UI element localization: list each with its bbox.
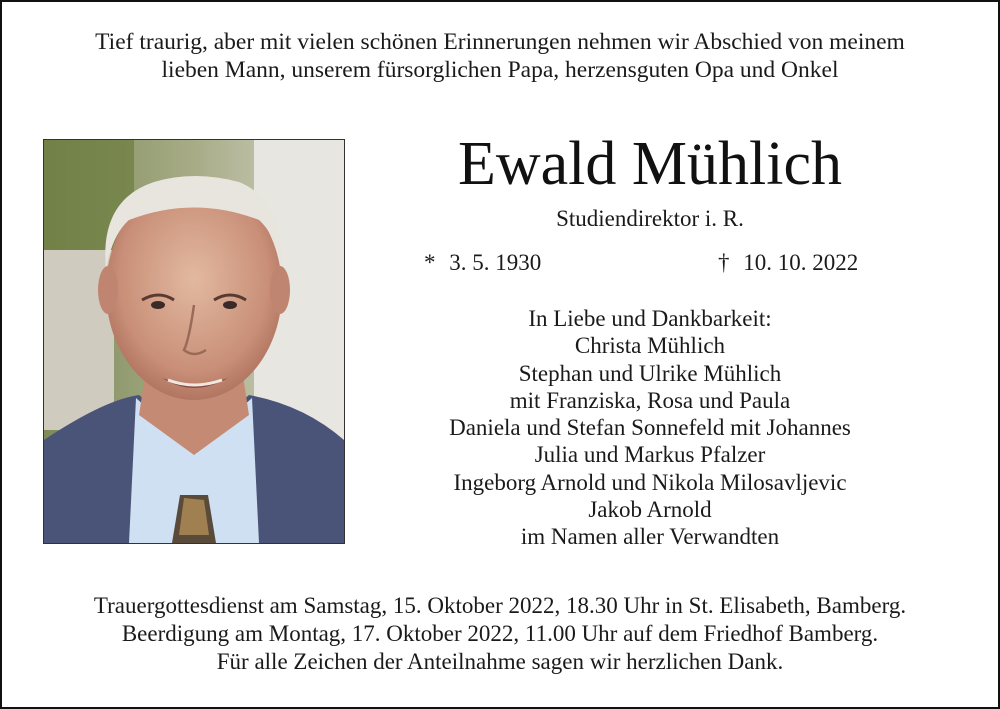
deceased-name: Ewald Mühlich (458, 130, 842, 198)
mourner-line: Stephan und Ulrike Mühlich (518, 360, 782, 386)
mourner-line: Daniela und Stefan Sonnefeld mit Johannes (449, 415, 851, 441)
mourner-line: Ingeborg Arnold und Nikola Milosavljevic (453, 469, 847, 495)
service-info (0, 592, 1000, 676)
intro-line-1: Tief traurig, aber mit vielen schönen Erinnerungen nehmen wir Abschied von meinem (95, 29, 905, 55)
intro-text (0, 28, 1000, 84)
birth-symbol: * (424, 250, 436, 275)
death-date: 10. 10. 2022 (743, 250, 859, 275)
mourner-line: Christa Mühlich (574, 333, 726, 359)
thanks-line: Für alle Zeichen der Anteilnahme sagen wir herzlichen Dank. (216, 649, 784, 674)
mourner-line: Jakob Arnold (588, 497, 712, 523)
death-info (718, 250, 858, 276)
mourner-line: Julia und Markus Pfalzer (534, 442, 766, 468)
birth-info (424, 250, 541, 276)
birth-date: 3. 5. 1930 (449, 250, 542, 275)
mourners-heading: In Liebe und Dankbarkeit: (528, 306, 772, 331)
mourner-line: im Namen aller Verwandten (520, 524, 780, 550)
mourner-line: mit Franziska, Rosa und Paula (509, 387, 791, 413)
funeral-service-line: Trauergottesdienst am Samstag, 15. Oktober 2022, 18.30 Uhr in St. Elisabeth, Bamberg. (93, 593, 907, 618)
death-symbol: † (718, 250, 730, 275)
deceased-title: Studiendirektor i. R. (556, 206, 744, 231)
portrait-photo (43, 139, 345, 544)
burial-line: Beerdigung am Montag, 17. Oktober 2022, 11.00 Uhr auf dem Friedhof Bamberg. (121, 621, 879, 646)
mourners-list (400, 305, 900, 551)
intro-line-2: lieben Mann, unserem fürsorglichen Papa, herzensguten Opa und Onkel (161, 57, 839, 83)
